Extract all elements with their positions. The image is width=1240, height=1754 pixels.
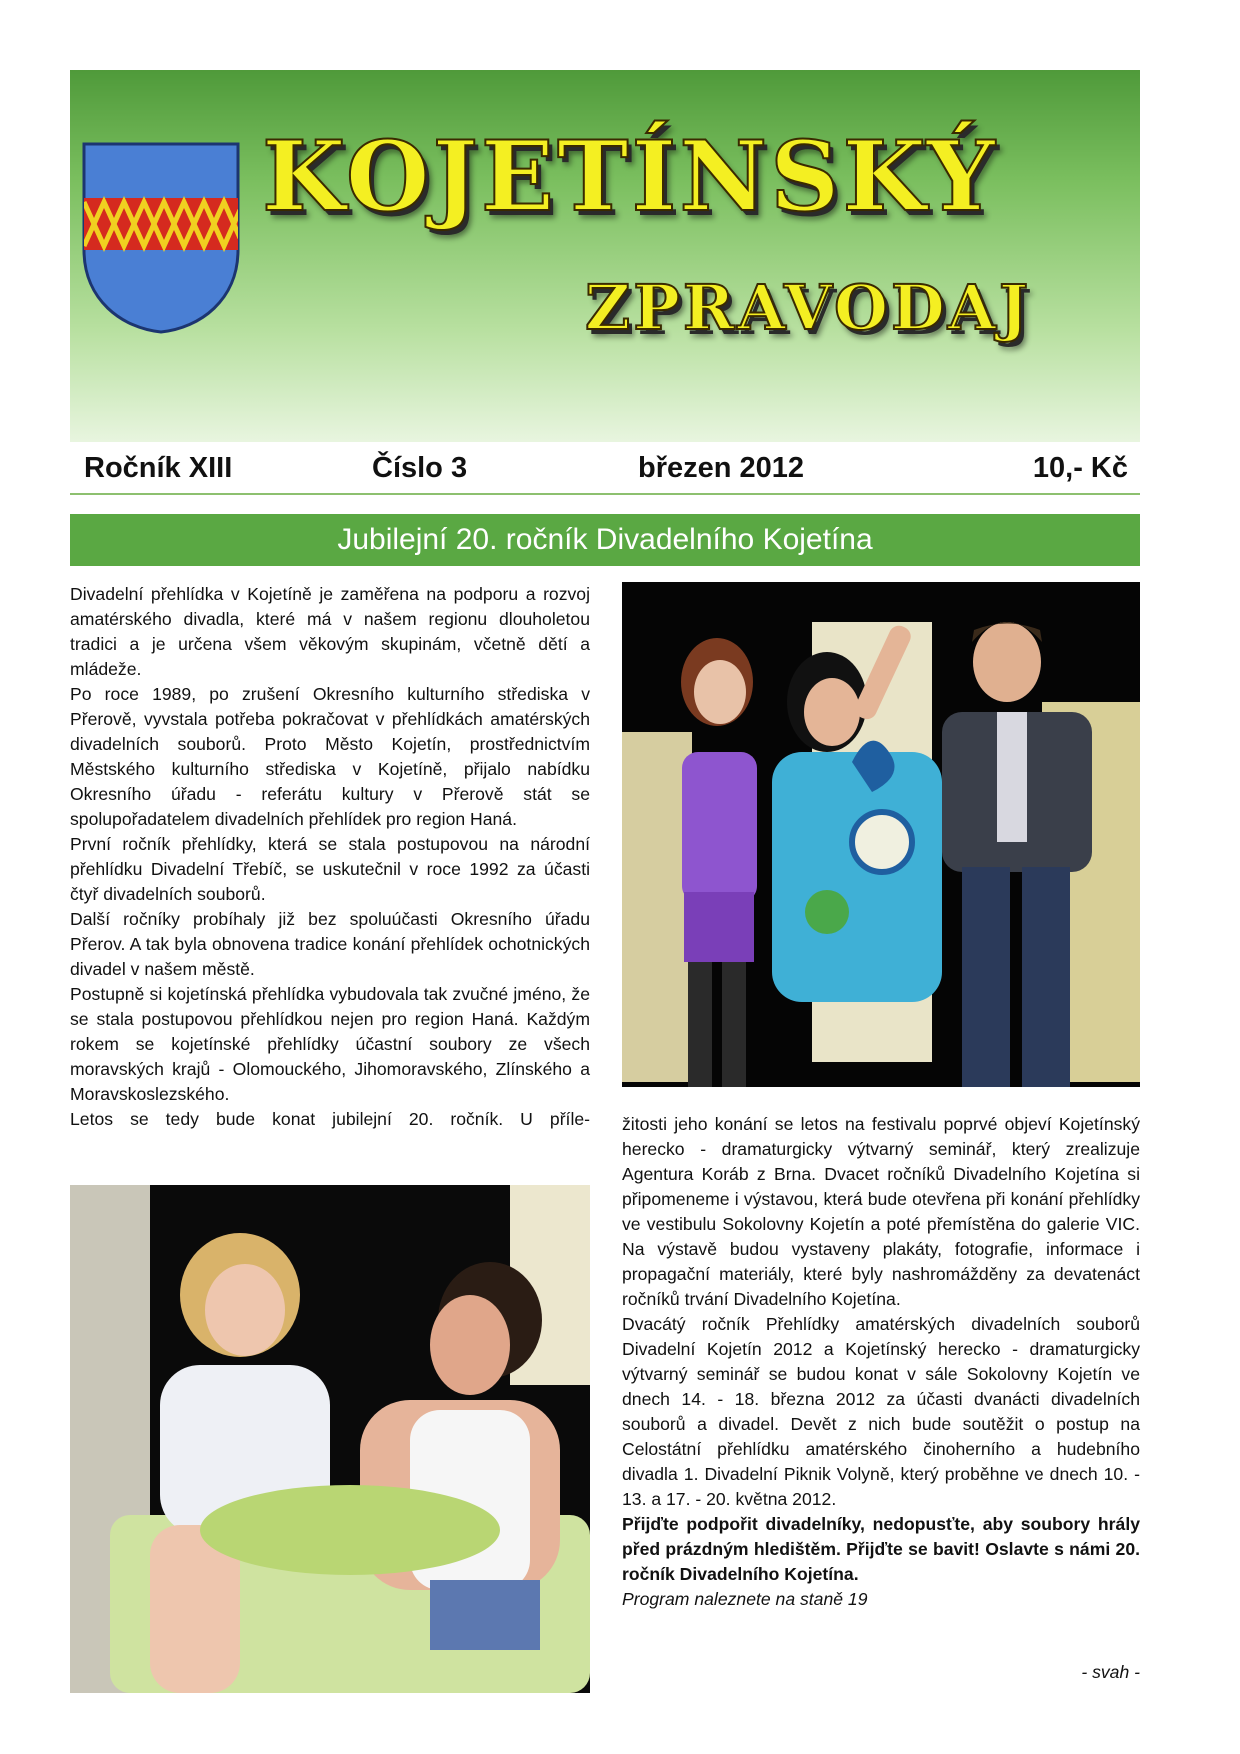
article-paragraph: Další ročníky probíhaly již bez spoluúčasti Okresního úřadu Přerov. A tak byla obnovena tradice konání přehlídek ochotnických divadel v našem městě. — [70, 909, 590, 979]
article-paragraph: Dvacátý ročník Přehlídky amatérských divadelních souborů Divadelní Kojetín 2012 a Kojetínský herecko - dramaturgicky výtvarný seminář se budou konat v sále Sokolovny Kojetín ve dnech 14. - 18. března 2012 za účasti dvanácti divadelních souborů a divadel. Devět z nich bude soutěžit o postup na Celostátní přehlídku amatérského činoherního a hudebního divadla 1. Divadelní Piknik Volyně, který proběhne ve dnech 10. - 13. a 17. - 20. května 2012. — [622, 1314, 1140, 1509]
issue-price: 10,- Kč — [1032, 452, 1128, 484]
photo-theatre-scene-bottom — [70, 1185, 590, 1693]
article-paragraph: Postupně si kojetínská přehlídka vybudovala tak zvučné jméno, že se stala postupovou přehlídkou nejen pro region Haná. Každým rokem se kojetínské přehlídky účastní soubory ze všech moravských krajů - Olomouckého, Jihomoravského, Zlínského a Moravskoslezského. — [70, 984, 590, 1104]
issue-info-row — [70, 448, 1140, 488]
theatre-scene-photo-icon — [622, 582, 1140, 1087]
issue-date: březen 2012 — [638, 452, 805, 484]
article-headline: Jubilejní 20. ročník Divadelního Kojetína — [337, 523, 873, 556]
masthead-title: KOJETÍNSKÝ — [262, 120, 998, 233]
town-crest-icon — [80, 140, 242, 335]
call-to-action: Přijďte podpořit divadelníky, nedopusťte, aby soubory hrály před prázdným hledištěm. Přijďte se bavit! Oslavte s námi 20. ročník Divadelního Kojetína. — [622, 1514, 1140, 1584]
masthead-subtitle: ZPRAVODAJ — [585, 271, 1032, 344]
program-note: Program naleznete na staně 19 — [622, 1589, 868, 1609]
issue-number: Číslo 3 — [372, 452, 468, 484]
article-paragraph: žitosti jeho konání se letos na festivalu poprvé objeví Kojetínský herecko - dramaturgicky výtvarný seminář, který zrealizuje Agentura Koráb z Brna. Dvacet ročníků Divadelního Kojetína si připomeneme i výstavou, která bude otevřena při konání přehlídky ve vestibulu Sokolovny Kojetín a poté přemístěna do galerie VIC. Na výstavě budou vystaveny plakáty, fotografie, informace i propagační materiály, které byly nashromážděny za devatenáct ročníků trvání Divadelního Kojetína. — [622, 1114, 1140, 1309]
article-paragraph: První ročník přehlídky, která se stala postupovou na národní přehlídku Divadelní Třebíč, se uskutečnil v roce 1992 za účasti čtyř divadelních souborů. — [70, 834, 590, 904]
article-right-column — [622, 1112, 1140, 1612]
headline-bar — [70, 514, 1140, 566]
author-signature: - svah - — [1081, 1662, 1140, 1682]
issue-volume: Ročník XIII — [84, 452, 233, 484]
article-paragraph: Po roce 1989, po zrušení Okresního kulturního střediska v Přerově, vyvstala potřeba pokračovat v přehlídkách amatérských divadelních souborů. Proto Město Kojetín, prostřednictvím Městského kulturního střediska v Kojetíně, přijalo nabídku Okresního úřadu - referátu kultury v Přerově stát se spolupořadatelem divadelních přehlídek pro region Haná. — [70, 684, 590, 829]
article-paragraph: Letos se tedy bude konat jubilejní 20. ročník. U příle- — [70, 1109, 590, 1129]
article-left-column — [70, 582, 590, 1132]
theatre-scene-photo-icon — [70, 1185, 590, 1693]
photo-theatre-scene-top — [622, 582, 1140, 1087]
article-paragraph: Divadelní přehlídka v Kojetíně je zaměřena na podporu a rozvoj amatérského divadla, které má v našem regionu dlouholetou tradici a je určena všem věkovým skupinám, včetně dětí a mládeže. — [70, 584, 590, 679]
divider — [70, 493, 1140, 495]
